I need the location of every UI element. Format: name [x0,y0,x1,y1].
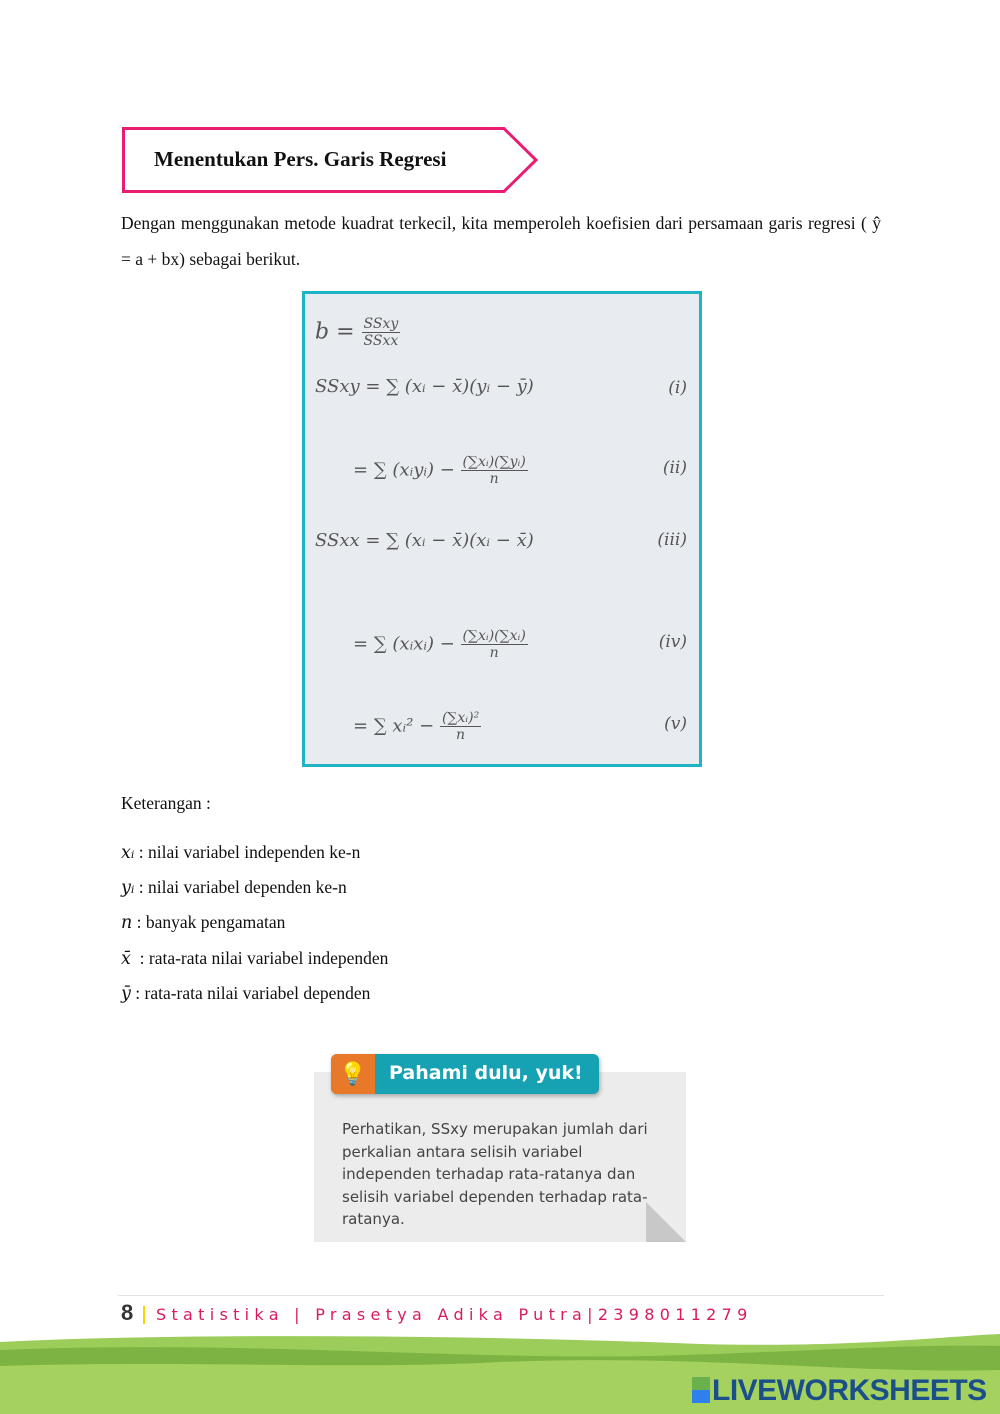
fraction-denominator: SSxx [363,333,399,349]
formula-b [315,316,400,349]
note-header [331,1054,599,1094]
keterangan-item [121,842,360,863]
formula-expr: ∑ (xᵢ − x̄)(xᵢ − x̄) [386,530,534,551]
description: : nilai variabel independen ke-n [134,842,361,862]
live-logo-mark [692,1377,710,1403]
symbol: n [121,913,133,933]
footer-text: Statistika | Prasetya Adika Putra|2398011279 [156,1305,753,1324]
fraction-denominator: n [456,727,466,743]
footer-divider [118,1295,884,1296]
formula-line-v [353,710,481,743]
page-number: 8 [121,1300,134,1325]
formula-label: (v) [664,714,687,734]
formula-b-fraction [362,316,401,349]
formula-box [302,291,702,767]
description: : banyak pengamatan [132,912,286,932]
formula-expr: ∑ (xᵢyᵢ) − [373,459,455,481]
fraction-numerator: SSxy [363,316,399,332]
keterangan-item [121,983,370,1004]
fraction-denominator: n [489,471,499,487]
formula-fraction [461,628,528,661]
keterangan-title: Keterangan : [121,793,211,813]
brand-text: LIVEWORKSHEETS [712,1374,987,1407]
note-text: Perhatikan, SSxy merupakan jumlah dari perkalian antara selisih variabel independen terhadap rata-ratanya dan selisih variabel dependen terhadap rata-ratanya. [342,1120,648,1228]
section-banner [122,127,538,193]
keterangan-item [121,912,285,933]
formula-label: (i) [668,378,687,398]
formula-lhs: SSxy = [315,376,381,397]
symbol: x̄ [121,949,131,969]
fraction-numerator: (∑xᵢ)(∑yᵢ) [462,454,526,470]
lightbulb-icon: 💡 [331,1054,375,1094]
formula-lhs: SSxx = [315,530,381,551]
symbol: ȳ [121,984,131,1004]
fraction-numerator: (∑xᵢ)(∑xᵢ) [462,628,526,644]
fraction-numerator: (∑xᵢ)² [441,710,480,726]
formula-lhs: = [353,633,369,655]
formula-line-iv [353,628,528,661]
note-title: Pahami dulu, yuk! [389,1062,583,1084]
formula-label: (iv) [658,632,687,652]
formula-expr: ∑ xᵢ² − [373,715,435,737]
liveworksheets-logo [692,1374,987,1408]
formula-label: (ii) [662,458,687,478]
formula-expr: ∑ (xᵢxᵢ) − [373,633,455,655]
formula-lhs: = [353,459,369,481]
formula-fraction [440,710,481,743]
footer-separator [143,1306,145,1324]
formula-fraction [461,454,528,487]
intro-paragraph: Dengan menggunakan metode kuadrat terkecil, kita memperoleh koefisien dari persamaan garis regresi ( ŷ = a + bx) sebagai berikut. [121,213,881,269]
description: : rata-rata nilai variabel independen [130,948,389,968]
formula-lhs: = [353,715,369,737]
symbol: yᵢ [121,878,135,898]
keterangan-item [121,877,347,898]
formula-line-i [315,376,534,397]
symbol: xᵢ [121,843,135,863]
description: : nilai variabel dependen ke-n [134,877,347,897]
formula-label: (iii) [657,530,687,550]
section-title: Menentukan Pers. Garis Regresi [154,147,447,171]
formula-line-iii [315,530,534,551]
description: : rata-rata nilai variabel dependen [130,983,371,1003]
keterangan-item [121,948,388,969]
formula-line-ii [353,454,528,487]
formula-expr: ∑ (xᵢ − x̄)(yᵢ − ȳ) [386,376,534,397]
fraction-denominator: n [489,645,499,661]
formula-b-lhs: b = [315,319,355,345]
